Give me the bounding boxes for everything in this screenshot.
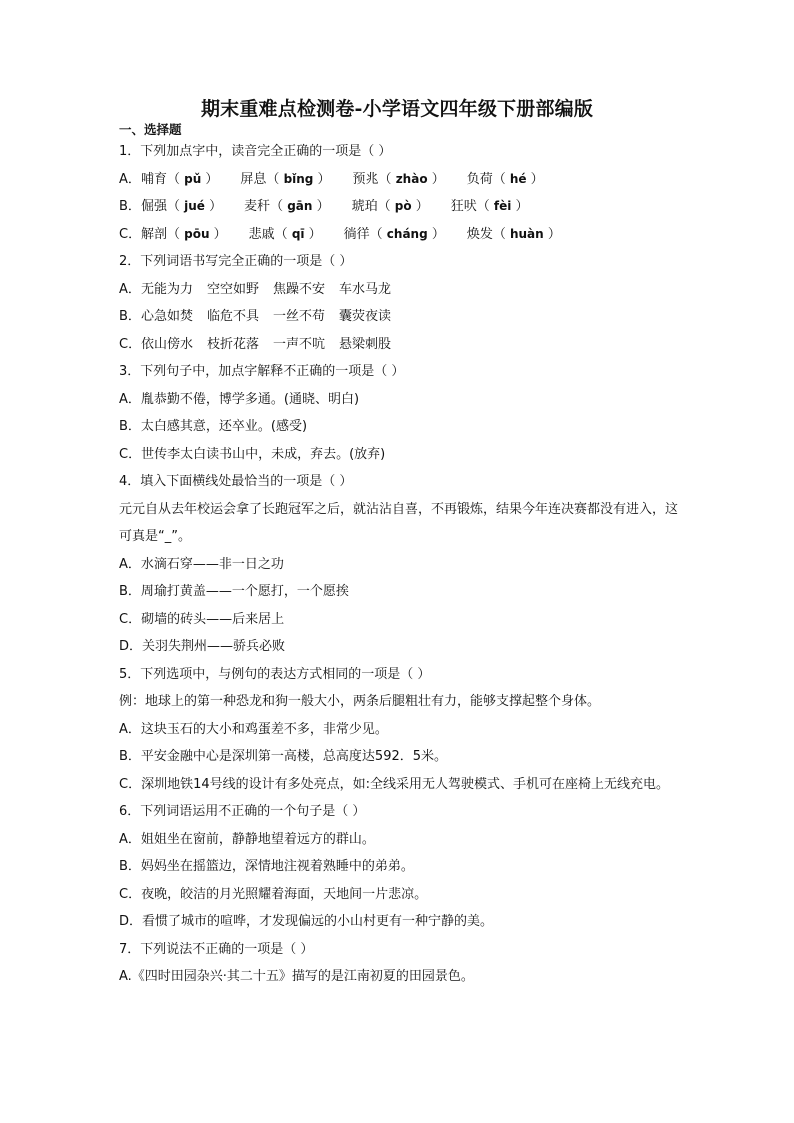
word: 枝折花落 <box>207 336 260 352</box>
word: 囊荧夜读 <box>339 309 392 324</box>
page-title: 期末重难点检测卷-小学语文四年级下册部编版 <box>200 98 594 120</box>
question-4-option-b: B．周瑜打黄盖——一个愿打，一个愿挨 <box>119 584 349 599</box>
option-label: C． <box>119 226 142 242</box>
exam-content <box>119 122 684 991</box>
pinyin: pò <box>394 199 412 213</box>
question-6-stem: 6．下列词语运用不正确的一个句子是（ ） <box>119 804 366 819</box>
pinyin: jué <box>184 199 205 213</box>
pinyin: zhào <box>395 171 428 186</box>
word: 狂吠（ <box>450 199 494 214</box>
question-4-stem: 4．填入下面横线处最恰当的一项是（ ） <box>119 474 353 489</box>
close-paren: ） <box>427 226 445 242</box>
question-5-option-c: C．深圳地铁14号线的设计有多处亮点，如:全线采用无人驾驶模式、手机可在座椅上无线充电。 <box>119 776 669 792</box>
word: 预兆（ <box>352 171 396 187</box>
question-6-option-b: B．妈妈坐在摇篮边，深情地注视着熟睡中的弟弟。 <box>119 859 414 874</box>
option-label: A． <box>119 281 141 297</box>
question-5-option-b: B．平安金融中心是深圳第一高楼，总高度达592．5米。 <box>119 749 448 764</box>
word: 一丝不苟 <box>273 309 326 324</box>
pinyin: hé <box>509 171 527 186</box>
word: 麦秆（ <box>244 199 288 214</box>
question-1-option-a <box>119 166 684 194</box>
option-label: B． <box>119 199 141 214</box>
question-2-option-b <box>119 303 684 331</box>
pinyin-item <box>451 199 529 214</box>
question-3-option-c: C．世传李太白读书山中，未成，弃去。(放弃) <box>119 446 386 462</box>
question-1-option-b <box>119 193 684 221</box>
pinyin-item <box>352 199 429 214</box>
word: 徜徉（ <box>343 226 387 242</box>
question-2-option-c <box>119 331 684 359</box>
question-1-options <box>119 166 684 249</box>
question-6-option-d: D．看惯了城市的喧哗，才发现偏远的小山村更有一种宁静的美。 <box>119 914 494 929</box>
close-paren: ） <box>312 199 330 214</box>
close-paren: ） <box>526 171 544 187</box>
close-paren: ） <box>543 226 561 242</box>
pinyin: gān <box>287 199 313 213</box>
question-2-stem: 2．下列词语书写完全正确的一项是（ ） <box>119 254 353 269</box>
question-5-stem: 5．下列选项中，与例句的表达方式相同的一项是（ ） <box>119 666 431 682</box>
question-6-option-c: C．夜晚，皎洁的月光照耀着海面，天地间一片悲凉。 <box>119 886 428 902</box>
option-label: C． <box>119 336 142 352</box>
question-4-option-d: D．关羽失荆州——骄兵必败 <box>119 639 286 654</box>
pinyin-item <box>244 199 330 214</box>
word: 焦躁不安 <box>273 281 326 297</box>
question-3-option-b: B．太白感其意，还卒业。(感受) <box>119 419 308 434</box>
pinyin: bǐng <box>283 171 314 186</box>
close-paren: ） <box>313 171 331 187</box>
pinyin-item <box>141 199 222 214</box>
close-paren: ） <box>304 226 322 242</box>
question-5-option-a: A．这块玉石的大小和鸡蛋差不多，非常少见。 <box>119 721 388 737</box>
pinyin: pǔ <box>184 171 202 186</box>
pinyin: fèi <box>493 199 512 213</box>
word: 琥珀（ <box>351 199 395 214</box>
close-paren: ） <box>201 171 219 187</box>
word: 临危不具 <box>207 309 260 324</box>
word: 心急如焚 <box>141 309 194 324</box>
close-paren: ） <box>427 171 445 187</box>
word: 悲戚（ <box>248 226 292 242</box>
option-label: A． <box>119 171 141 187</box>
question-1-stem: 1．下列加点字中，读音完全正确的一项是（ ） <box>119 144 392 159</box>
question-7-stem: 7．下列说法不正确的一项是（ ） <box>119 941 314 957</box>
close-paren: ） <box>411 199 429 214</box>
word: 一声不吭 <box>273 336 326 352</box>
question-3-stem: 3．下列句子中，加点字解释不正确的一项是（ ） <box>119 364 405 379</box>
question-7-option-a: A.《四时田园杂兴·其二十五》描写的是江南初夏的田园景色。 <box>119 969 474 984</box>
question-3-option-a: A．胤恭勤不倦，博学多通。(通晓、明白) <box>119 391 360 407</box>
word: 哺育（ <box>141 171 185 187</box>
pinyin: cháng <box>386 226 428 241</box>
word: 负荷（ <box>466 171 510 187</box>
pinyin-item <box>141 172 218 187</box>
pinyin-item <box>353 172 445 187</box>
word: 倔强（ <box>141 199 185 214</box>
close-paren: ） <box>204 199 223 214</box>
pinyin-item <box>141 227 227 242</box>
question-5-example: 例：地球上的第一种恐龙和狗一般大小，两条后腿粗壮有力，能够支撑起整个身体。 <box>119 694 601 709</box>
close-paren: ） <box>209 226 227 242</box>
word: 车水马龙 <box>339 281 392 297</box>
question-1-option-c <box>119 221 684 249</box>
word: 依山傍水 <box>141 336 194 352</box>
question-4-passage: 元元自从去年校运会拿了长跑冠军之后，就沾沾自喜，不再锻炼，结果今年连决赛都没有进入，这可真是“_”。 <box>119 501 679 544</box>
pinyin-item <box>344 227 445 242</box>
pinyin: huàn <box>509 226 544 241</box>
pinyin: pōu <box>184 226 210 241</box>
pinyin: qī <box>291 226 305 241</box>
close-paren: ） <box>511 199 529 214</box>
pinyin-item <box>249 227 322 242</box>
question-2-option-a <box>119 276 684 304</box>
word: 空空如野 <box>207 281 260 297</box>
pinyin-item <box>467 172 544 187</box>
option-label: B． <box>119 309 141 324</box>
pinyin-item <box>467 227 561 242</box>
pinyin-item <box>240 172 330 187</box>
question-4-option-a: A．水滴石穿——非一日之功 <box>119 556 284 572</box>
question-6-option-a: A．姐姐坐在窗前，静静地望着远方的群山。 <box>119 831 375 847</box>
question-4-option-c: C．砌墙的砖头——后来居上 <box>119 611 285 627</box>
question-2-options <box>119 276 684 359</box>
word: 解剖（ <box>141 226 185 242</box>
word: 无能为力 <box>141 281 194 297</box>
word: 悬梁刺股 <box>339 336 392 352</box>
word: 焕发（ <box>466 226 510 242</box>
word: 屏息（ <box>240 171 284 187</box>
section-heading: 一、选择题 <box>119 122 182 137</box>
